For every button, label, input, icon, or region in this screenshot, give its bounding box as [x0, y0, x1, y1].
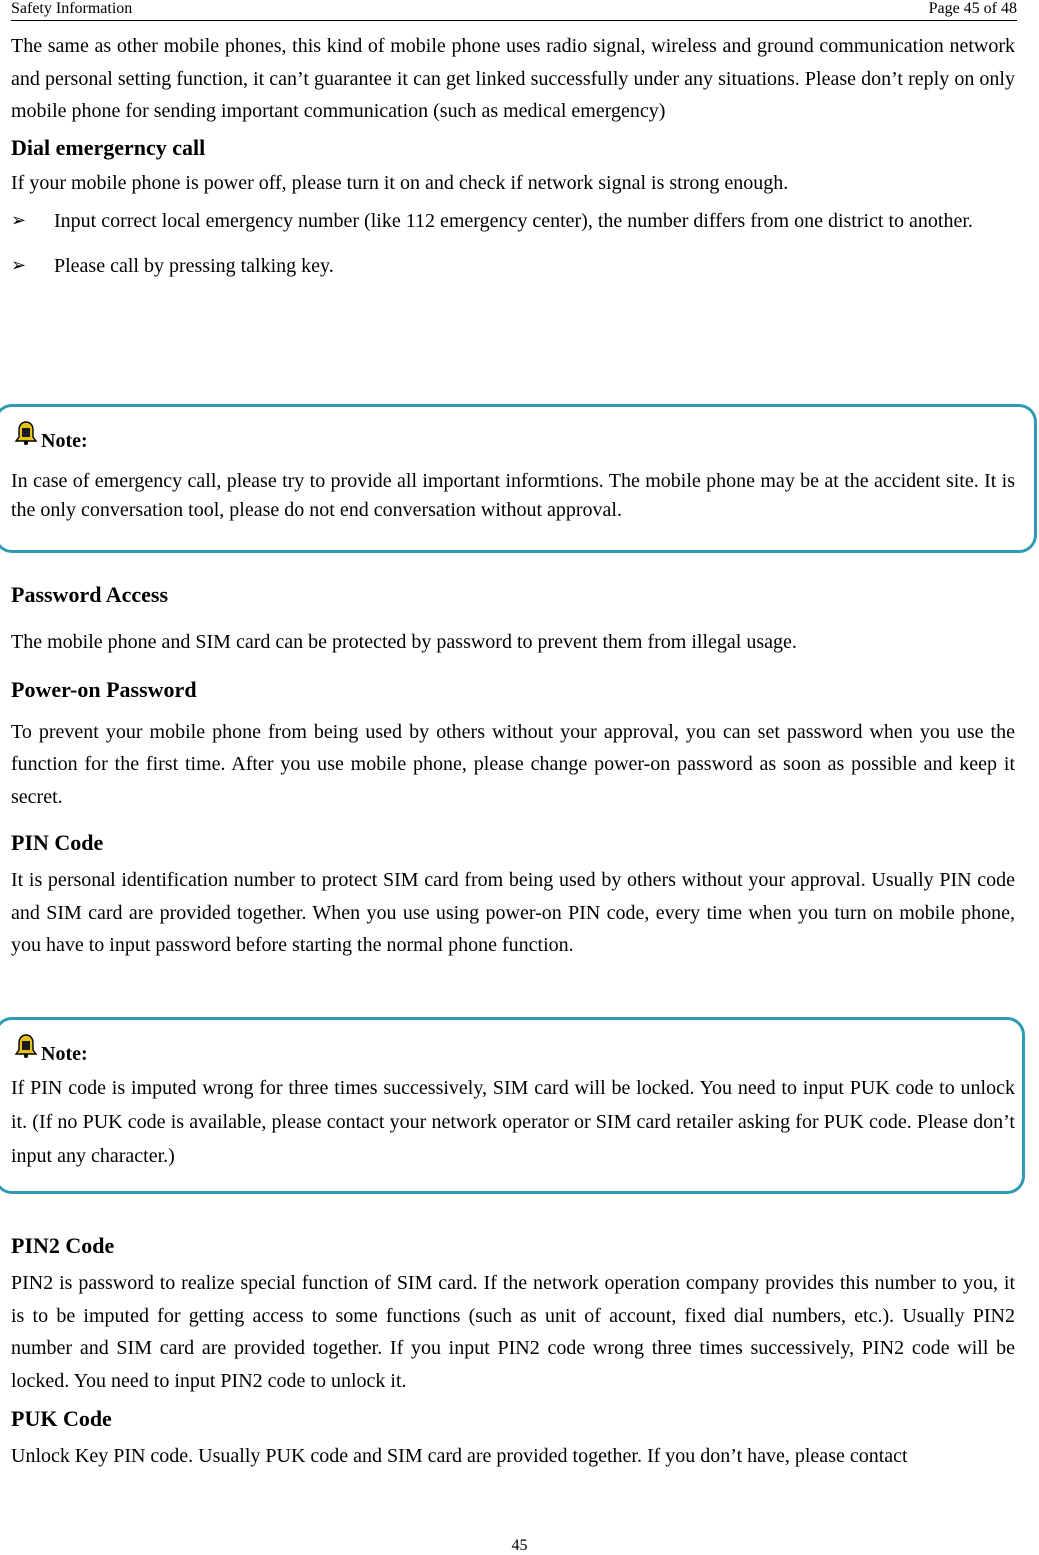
bell-icon: [12, 419, 40, 447]
puk-heading: PUK Code: [11, 1406, 112, 1431]
pin2-text: PIN2 is password to realize special function of SIM card. If the network operation company provides this number to you, it is to be imputed for getting access to some functions (such as unit of account, fixed dial numbers, etc.). Usually PIN2 number and SIM card are provided together. If you input PIN2 code wrong three times successively, PIN2 code will be locked. You need to input PIN2 code to unlock it.: [11, 1272, 1015, 1392]
puk-text: Unlock Key PIN code. Usually PUK code and SIM card are provided together. If you don’t have, please contact: [11, 1445, 908, 1467]
power-on-heading: Power-on Password: [11, 676, 197, 702]
note-text: In case of emergency call, please try to provide all important informtions. The mobile phone may be at the accident site. It is the only conversation tool, please do not end conversation without approval.: [11, 470, 1015, 521]
note-title: Note:: [41, 1043, 88, 1065]
pin-text: It is personal identification number to protect SIM card from being used by others without your approval. Usually PIN code and SIM card are provided together. When you use using power-on PIN code, every time when you turn on mobile phone, you have to input password before starting the normal phone function.: [11, 869, 1015, 956]
pin2-content: [11, 1231, 1015, 1473]
password-content: [11, 580, 1015, 962]
emergency-text: If your mobile phone is power off, please turn it on and check if network signal is strong enough.: [11, 171, 789, 194]
note-title: Note:: [41, 430, 88, 452]
emergency-bullet-1: [11, 205, 1015, 238]
page-header: [11, 0, 1017, 21]
power-on-text: To prevent your mobile phone from being used by others without your approval, you can set password when you use the function for the first time. After you use mobile phone, please change power-on password as soon as possible and keep it secret.: [11, 720, 1015, 808]
arrow-bullet-icon: ➢: [11, 210, 27, 231]
password-access-heading: Password Access: [11, 582, 169, 607]
header-page-count: Page 45 of 48: [928, 0, 1017, 17]
page-number: 45: [511, 1537, 528, 1554]
bullet-text: Input correct local emergency number (like 112 emergency center), the number differs from one district to another.: [54, 210, 973, 232]
emergency-bullet-2: [11, 250, 1015, 283]
arrow-bullet-icon: ➢: [11, 254, 27, 276]
note-text: If PIN code is imputed wrong for three times successively, SIM card will be locked. You need to input PUK code to unlock it. (If no PUK code is available, please contact your network operator or SIM card retailer asking for PUK code. Please don’t input any character.): [11, 1077, 1015, 1167]
bell-icon: [12, 1032, 40, 1060]
pin-heading: PIN Code: [11, 830, 104, 855]
emergency-heading: Dial emergerncy call: [11, 134, 206, 160]
intro-paragraph: The same as other mobile phones, this kind of mobile phone uses radio signal, wireless and ground communication network and personal setting function, it can’t guarantee it can get linked successfully under any situations. Please don’t reply on only mobile phone for sending important communication (such as medical emergency): [11, 35, 1015, 122]
header-section-title: Safety Information: [11, 0, 133, 17]
upper-content: [11, 30, 1015, 282]
emergency-note-box: [0, 404, 1037, 553]
pin2-heading: PIN2 Code: [11, 1233, 115, 1258]
password-access-text: The mobile phone and SIM card can be protected by password to prevent them from illegal usage.: [11, 631, 797, 653]
pin-note-box: [0, 1017, 1025, 1194]
bullet-text: Please call by pressing talking key.: [54, 254, 334, 277]
